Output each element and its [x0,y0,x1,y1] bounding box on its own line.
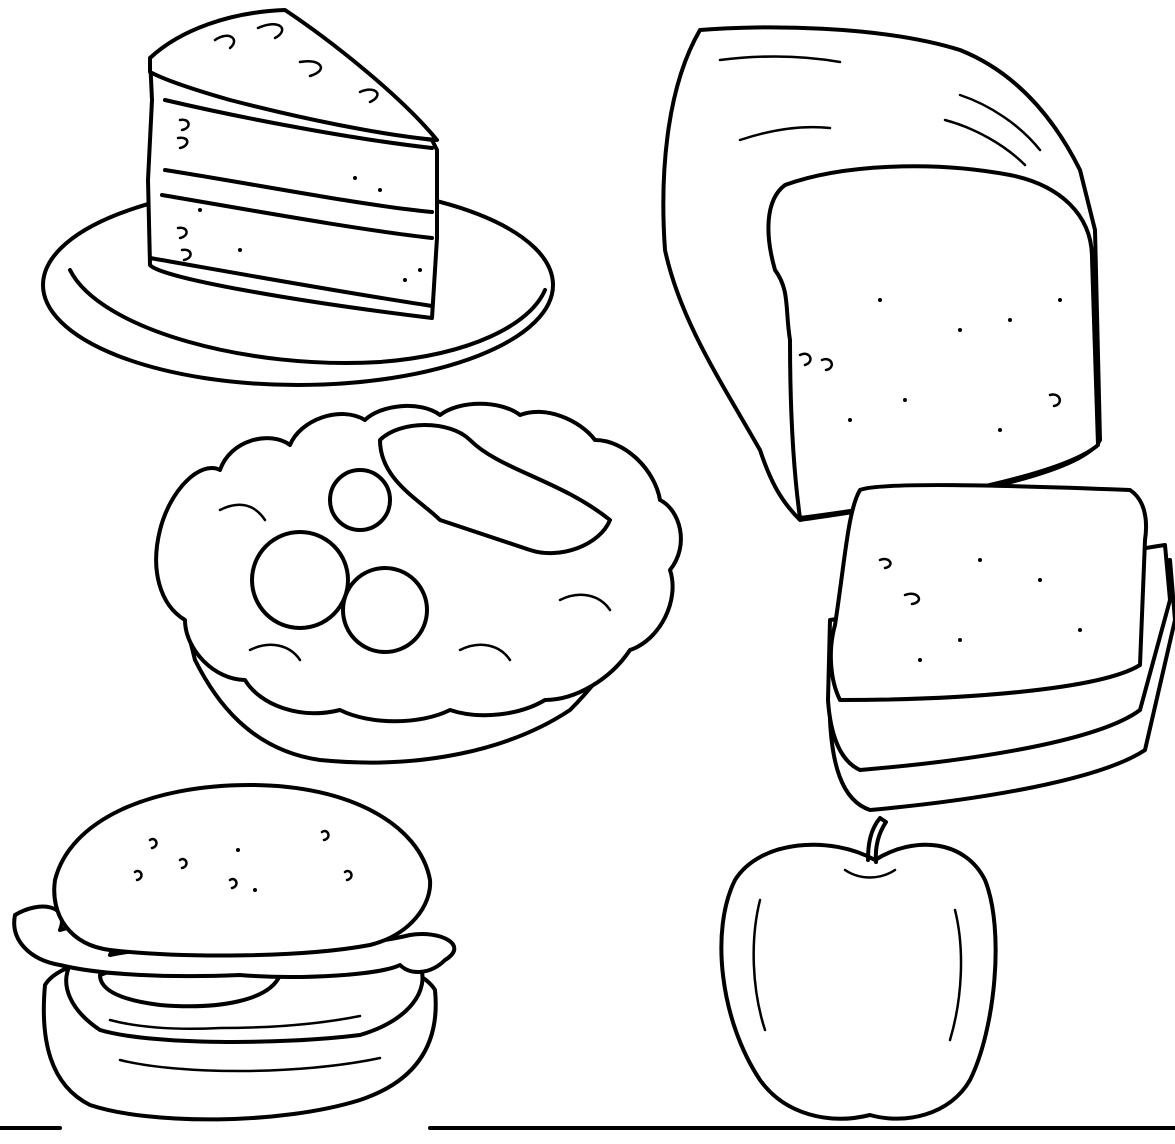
apple-body [721,845,995,1119]
slice-front [831,485,1146,700]
bread-loaf [663,27,1100,520]
top-bun [54,785,430,955]
salad-bowl [156,404,681,763]
tomato-medium [343,568,427,652]
loaf-end-face [768,166,1098,518]
tomato-small [330,470,390,530]
cake-slice-on-plate [43,10,553,385]
hamburger [14,785,454,1119]
apple [721,818,995,1119]
tomato-large [252,532,348,628]
bread-slices [828,485,1175,810]
